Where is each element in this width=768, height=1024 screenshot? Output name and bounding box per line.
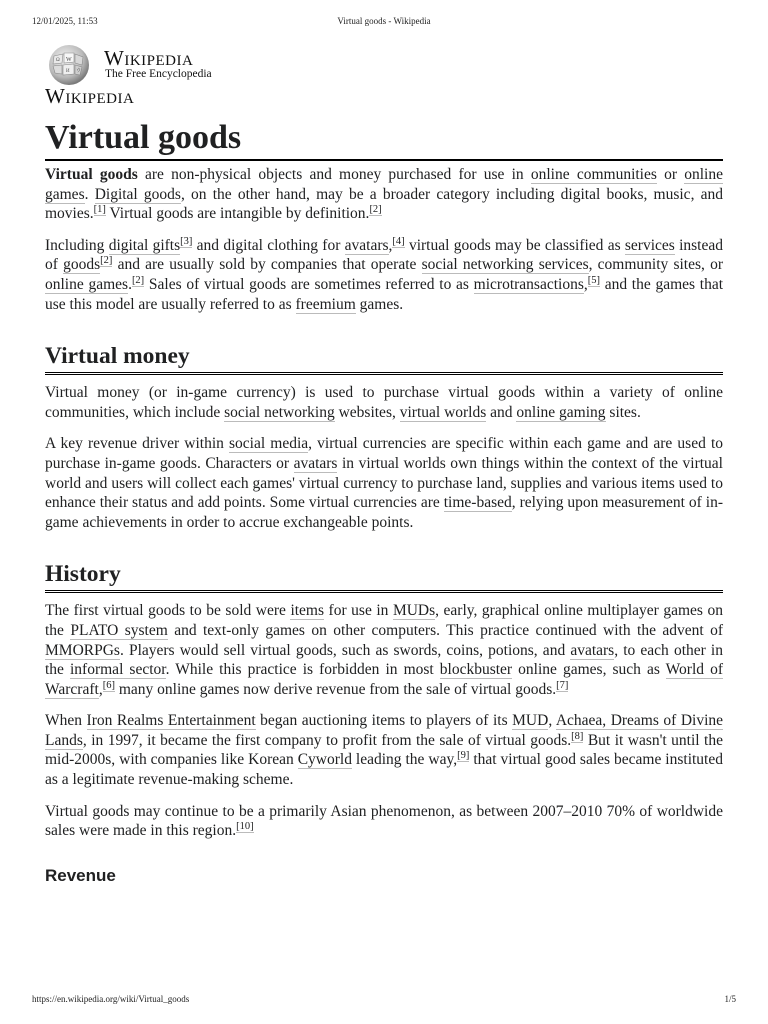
text: A key revenue driver within [45,435,230,453]
text: for use in [324,602,393,620]
history-paragraph-3 [45,802,723,841]
text: that virtual good sales became instituted as a legitimate revenue-making scheme. [45,751,723,789]
text: games. [355,295,404,313]
link-muds[interactable]: MUDs [392,602,436,620]
link-plato-system[interactable]: PLATO system [70,621,168,639]
citation [180,236,192,248]
text: , on the other hand, may be a broader category including digital books, music, and movies. [45,185,724,223]
link-social-media[interactable]: social media [229,435,309,453]
logo-wordmark-secondary: Wikipedia [45,84,135,108]
text: , in 1997, it became the first company to profit from the sale of virtual goods. [82,731,572,749]
citation-link[interactable]: [7] [556,679,569,691]
page-title: Virtual goods [45,118,723,161]
text: online games, such as [512,661,666,679]
text: and [486,403,517,421]
text: , community sites, or [588,256,723,274]
text: or [656,166,685,183]
text: . [84,185,95,203]
citation [103,680,115,692]
citation [556,680,568,692]
virtual-money-paragraph-1 [45,383,723,422]
print-page-title: Virtual goods - Wikipedia [337,16,431,26]
print-page-number: 1/5 [724,994,736,1004]
citation-link[interactable]: [4] [392,235,405,247]
intro-paragraph-2 [45,236,723,314]
link-social-networking[interactable]: social networking [224,403,335,421]
link-informal-sector[interactable]: informal sector [70,661,166,679]
link-online-games[interactable]: online games [45,166,723,203]
citation [369,204,381,216]
print-url: https://en.wikipedia.org/wiki/Virtual_goods [32,994,190,1004]
text: , relying upon measurement of in-game achievements in order to accrue exchangeable points. [45,494,723,531]
logo-wordmark: Wikipedia [104,46,194,70]
svg-text:W: W [66,57,72,63]
text: Sales of virtual goods are sometimes referred to as [144,275,474,293]
link-online-games[interactable]: online games [45,275,129,293]
svg-text:ウ: ウ [76,69,82,74]
citation [571,731,583,743]
text: in virtual worlds own things within the context of the virtual world and users will collect each games' virtual currency to purchase land, supplies and various items used to enhance their status and add points. Some virtual currencies are [45,454,723,512]
citation [392,236,404,248]
logo-tagline: The Free Encyclopedia [105,68,212,80]
svg-text:Ω: Ω [56,58,60,63]
bold-term: Virtual goods [45,166,138,183]
text: Virtual money (or in-game currency) is used to purchase virtual goods within a variety of online communities, which include [45,384,723,421]
text: are non-physical objects and money purchased for use in [137,166,531,183]
wikipedia-logo[interactable] [44,44,264,108]
citation-link[interactable]: [2] [369,204,382,216]
link-goods[interactable]: goods [63,256,101,274]
text: , early, graphical online multiplayer games on the [45,602,723,639]
link-services[interactable]: services [624,236,675,254]
citation [94,204,106,216]
citation-link[interactable]: [6] [102,679,115,691]
print-header [32,16,736,30]
text: Virtual goods may continue to be a primarily Asian phenomenon, as between 2007–2010 70% of worldwide sales were made in this region. [45,802,723,840]
link-microtransactions[interactable]: microtransactions [473,275,584,293]
link-freemium[interactable]: freemium [295,295,356,313]
text: and text-only games on other computers. This practice continued with the advent of [167,621,724,639]
text: , [388,236,393,254]
wikipedia-globe-icon [44,44,96,86]
text: . Players would sell virtual goods, such as swords, coins, potions, and [119,641,571,659]
citation [132,275,144,287]
citation [588,275,600,287]
text: virtual goods may be classified as [404,236,625,254]
print-timestamp: 12/01/2025, 11:53 [32,16,98,26]
link-mmorpgs[interactable]: MMORPGs [45,641,120,659]
citation-link[interactable]: [8] [571,730,584,742]
link-achaea[interactable]: Achaea, Dreams of Divine Lands [45,712,724,749]
link-online-communities[interactable]: online communities [530,166,657,183]
text: When [45,712,87,730]
text: and digital clothing for [192,236,345,254]
text: instead of [45,236,723,274]
link-avatars[interactable]: avatars [344,236,389,254]
text: and are usually sold by companies that operate [112,256,422,274]
link-virtual-worlds[interactable]: virtual worlds [399,403,487,421]
link-blockbuster[interactable]: blockbuster [439,661,513,679]
text: Virtual goods are intangible by definition. [105,205,370,223]
link-items[interactable]: items [290,602,325,620]
citation-link[interactable]: [2] [131,274,145,286]
svg-text:И: И [66,69,70,74]
text: sites. [605,403,641,421]
link-digital-gifts[interactable]: digital gifts [108,236,181,254]
section-heading-virtual-money: Virtual money [45,342,723,375]
text: Including [45,236,109,254]
intro-paragraph-1 [45,165,723,224]
text: , virtual currencies are specific within each game and are used to purchase in-game goods. Characters or [45,435,724,472]
print-footer [32,994,736,1008]
text: began auctioning items to players of its [255,712,513,730]
text: The first virtual goods to be sold were [45,602,291,620]
text: , [583,275,588,293]
text: But it wasn't until the mid-2000s, with companies like Korean [45,731,723,769]
link-time-based[interactable]: time-based [443,494,512,512]
text: , to each other in the [45,641,723,679]
citation [457,750,469,762]
text: . While this practice is forbidden in most [165,661,440,679]
link-avatars[interactable]: avatars [570,641,615,659]
citation-link[interactable]: [1] [93,204,106,216]
history-paragraph-2 [45,711,723,789]
text: leading the way, [351,751,458,769]
section-heading-history: History [45,560,723,593]
link-online-gaming[interactable]: online gaming [516,403,606,421]
history-paragraph-1 [45,601,723,699]
text: websites, [334,403,400,421]
text: and the games that use this model are usually referred to as [45,275,724,313]
virtual-money-paragraph-2 [45,434,723,532]
link-avatars[interactable]: avatars [293,454,338,472]
text: , [548,712,556,730]
text: many online games now derive revenue from the sale of virtual goods. [114,680,557,698]
article-content [45,118,723,887]
citation [100,255,112,267]
link-mud[interactable]: MUD [512,712,549,730]
citation-link[interactable]: [9] [457,750,470,762]
text: . [128,275,132,293]
link-cyworld[interactable]: Cyworld [297,751,352,769]
citation-link[interactable]: [2] [100,255,113,267]
text: , [98,680,103,698]
subsection-heading-revenue: Revenue [45,865,116,885]
link-iron-realms-entertainment[interactable]: Iron Realms Entertainment [86,712,256,730]
link-social-networking-services[interactable]: social networking services [421,256,589,274]
citation-link[interactable]: [10] [236,821,254,833]
citation-link[interactable]: [5] [587,274,600,286]
link-world-of-warcraft[interactable]: World of Warcraft [45,661,723,698]
link-digital-goods[interactable]: Digital goods [94,185,181,203]
citation [236,821,254,833]
citation-link[interactable]: [3] [180,235,193,247]
